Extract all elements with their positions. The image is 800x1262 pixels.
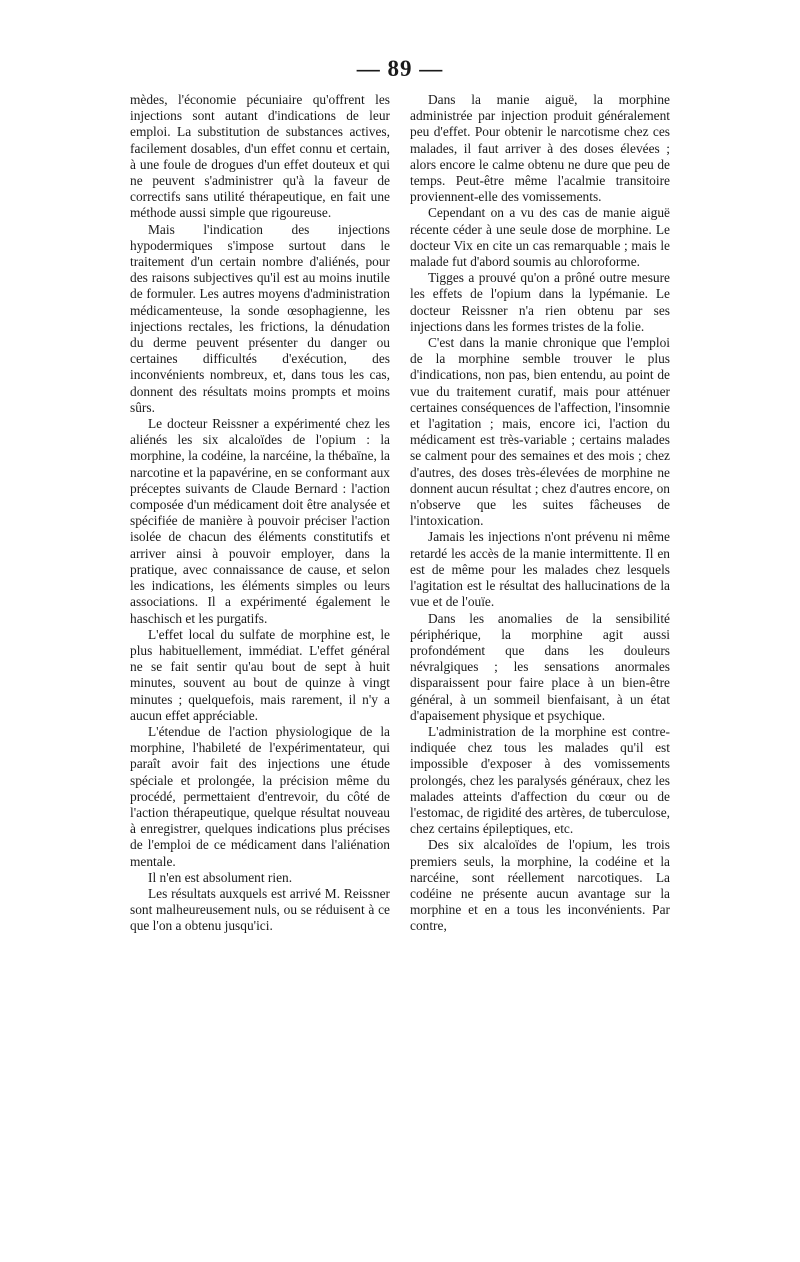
paragraph: L'étendue de l'action physiologique de la morphine, l'habileté de l'expérimentateur, qui paraît avoir fait des injections une étude spéciale et prolongée, la précision même du procédé, permettaient d'entrevoir, du côté de l'action thérapeutique, quelque résultat nouveau à enregistrer, quelques indications plus précises de l'emploi de ce médicament dans l'aliénation mentale. — [130, 723, 390, 869]
paragraph: Le docteur Reissner a expérimenté chez les aliénés les six alcaloïdes de l'opium : la morphine, la codéine, la narcéine, la thébaïne, la narcotine et la papavérine, en se conformant aux préceptes suivants de Claude Bernard : l'action composée d'un médicament doit être analysée et spécifiée de manière à pouvoir préciser l'action isolée de chacun des éléments constitutifs et arriver ainsi à pouvoir employer, dans la pratique, avec connaissance de cause, et selon les indications, les éléments simples ou leurs associations. Il a expérimenté également le haschisch et les purgatifs. — [130, 416, 390, 626]
paragraph: Dans la manie aiguë, la morphine administrée par injection produit généralement peu d'effet. Pour obtenir le narcotisme chez ces malades, il faut arriver à des doses élevées ; alors encore le calme obtenu ne dure que peu de temps. Peut-être même l'acalmie transitoire proviennent-elle des vomissements. — [410, 92, 670, 205]
paragraph: Mais l'indication des injections hypodermiques s'impose surtout dans le traitement d'un certain nombre d'aliénés, pour des raisons subjectives qu'il est au moins inutile de formuler. Les autres moyens d'administration médicamenteuse, la sonde œsophagienne, les injections rectales, les frictions, la dénudation du derme peuvent présenter du danger ou certaines difficultés d'exécution, des inconvénients nombreux, et, dans tous les cas, donnent des résultats moins prompts et moins sûrs. — [130, 221, 390, 415]
paragraph: Jamais les injections n'ont prévenu ni même retardé les accès de la manie intermittente. Il en est de même pour les malades chez lesquels l'agitation est le résultat des hallucinations de la vue et de l'ouïe. — [410, 529, 670, 610]
paragraph: Dans les anomalies de la sensibilité périphérique, la morphine agit aussi profondément que dans les douleurs névralgiques ; les sensations anormales disparaissent pour faire place à un bien-être général, à un sommeil bienfaisant, à un état d'apaisement physique et psychique. — [410, 610, 670, 723]
left-column — [130, 92, 390, 935]
right-column — [410, 92, 670, 935]
paragraph: Les résultats auxquels est arrivé M. Reissner sont malheureusement nuls, ou se réduisent à ce que l'on a obtenu jusqu'ici. — [130, 885, 390, 934]
paragraph: L'administration de la morphine est contre-indiquée chez tous les malades qu'il est impossible d'exposer à des vomissements prolongés, chez les paralysés généraux, chez les malades atteints d'affection du cœur ou de l'estomac, de rigidité des artères, de tuberculose, chez certains épileptiques, etc. — [410, 723, 670, 837]
paragraph: Cependant on a vu des cas de manie aiguë récente céder à une seule dose de morphine. Le docteur Vix en cite un cas remarquable ; mais le malade fut d'abord soumis au chloroforme. — [410, 205, 670, 270]
paragraph: Il n'en est absolument rien. — [148, 869, 293, 885]
page-number: — 89 — — [356, 56, 444, 81]
paragraph: Des six alcaloïdes de l'opium, les trois premiers seuls, la morphine, la codéine et la narcéine, sont réellement narcotiques. La codéine ne présente aucun avantage sur la morphine et en a tous les inconvénients. Par contre, — [410, 837, 670, 934]
paragraph: mèdes, l'économie pécuniaire qu'offrent les injections sont autant d'indications de leur emploi. La substitution de substances actives, facilement dosables, d'un effet connu et certain, à une foule de drogues d'un effet douteux et qui ne peuvent s'administrer qu'à la faveur de correctifs sans utilité thérapeutique, en fait une méthode aussi simple que rigoureuse. — [130, 92, 390, 221]
paragraph: L'effet local du sulfate de morphine est, le plus habituellement, immédiat. L'effet général ne se fait sentir qu'au bout de sept à huit minutes, souvent au bout de quinze à vingt minutes ; quelquefois, mais rarement, il n'y a aucun effet appréciable. — [130, 626, 390, 723]
paragraph: Tigges a prouvé qu'on a prôné outre mesure les effets de l'opium dans la lypémanie. Le docteur Reissner n'a rien obtenu par ses injections dans les formes tristes de la folie. — [410, 270, 670, 334]
paragraph: C'est dans la manie chronique que l'emploi de la morphine semble trouver le plus d'indications, non pas, bien entendu, au point de vue du traitement curatif, mais pour atténuer certaines conséquences de l'affection, l'insomnie et l'agitation ; mais, encore ici, l'action du médicament est très-variable ; certains malades se calment pour des semaines et des mois ; chez d'autres, des doses très-élevées de morphine ne donnent aucun résultat ; chez d'autres encore, on n'observe que les suites fâcheuses de l'intoxication. — [410, 335, 670, 529]
